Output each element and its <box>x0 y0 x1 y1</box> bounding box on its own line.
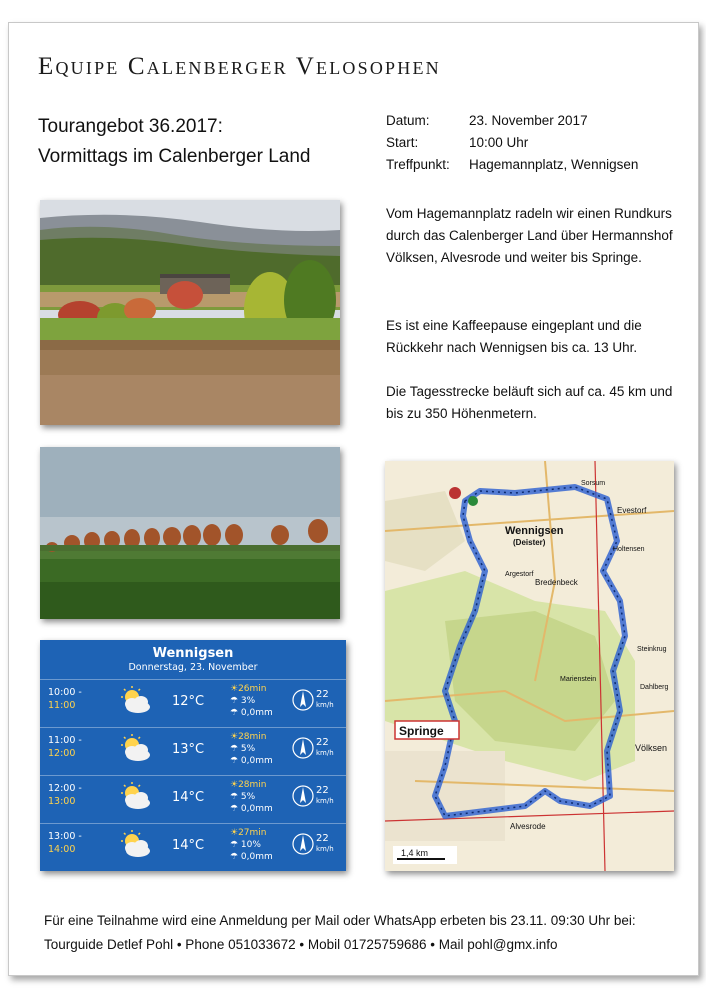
wind-unit: km/h <box>316 701 334 709</box>
weather-details <box>230 731 273 767</box>
wind-direction-icon <box>292 784 314 808</box>
wind-unit: km/h <box>316 749 334 757</box>
time-range <box>48 686 82 712</box>
wind-value: 22 <box>316 785 329 796</box>
temperature: 14°C <box>172 838 205 853</box>
club-title: Equipe Calenberger Velosophen <box>38 53 441 80</box>
weather-city: Wennigsen <box>152 646 234 661</box>
sun-cloud-icon <box>118 734 154 764</box>
wind-direction-icon <box>292 736 314 760</box>
weather-details <box>230 683 273 719</box>
sun-cloud-icon <box>118 686 154 716</box>
sun-duration: ☀27min <box>230 828 267 838</box>
map-label-voelksen: Völksen <box>635 743 668 753</box>
rain-chance: ☂ 5% <box>230 744 256 754</box>
wind-unit: km/h <box>316 845 334 853</box>
time-to: 13:00 <box>48 796 76 807</box>
map-label-alvesrode: Alvesrode <box>510 822 546 831</box>
weather-details <box>230 779 273 815</box>
route-paragraph: Vom Hagemannplatz radeln wir einen Rundkurs durch das Calenberger Land über Hermannshof Völksen, Alvesrode und weiter bis Springe. <box>386 206 673 265</box>
rain-amount: ☂ 0,0mm <box>230 708 273 718</box>
map-label-bredenbeck: Bredenbeck <box>535 578 578 587</box>
weather-forecast-widget <box>40 640 346 871</box>
tour-name: Vormittags im Calenberger Land <box>38 146 311 167</box>
wind-value: 22 <box>316 689 329 700</box>
temperature: 14°C <box>172 790 205 805</box>
map-label-holtensen: Holtensen <box>613 546 645 553</box>
date-value: 23. November 2017 <box>469 113 588 128</box>
rain-amount: ☂ 0,0mm <box>230 852 273 862</box>
wind-value: 22 <box>316 833 329 844</box>
time-range <box>48 734 82 760</box>
map-label-evestorf: Evestorf <box>617 506 647 515</box>
map-label-springe: Springe <box>399 724 444 738</box>
map-label-marienstein: Marienstein <box>560 676 597 683</box>
temperature: 13°C <box>172 742 205 757</box>
autumn-landscape-photo <box>40 200 340 425</box>
map-label-deister: (Deister) <box>513 538 546 547</box>
sun-duration: ☀26min <box>230 684 267 694</box>
sun-duration: ☀28min <box>230 780 267 790</box>
date-row <box>386 110 638 132</box>
sun-duration: ☀28min <box>230 732 267 742</box>
wind-speed <box>316 833 334 855</box>
time-to: 11:00 <box>48 700 76 711</box>
tour-info <box>386 110 638 176</box>
wind-direction-icon <box>292 688 314 712</box>
start-value: 10:00 Uhr <box>469 135 529 150</box>
temperature: 12°C <box>172 694 205 709</box>
time-to: 12:00 <box>48 748 76 759</box>
meet-label: Treffpunkt: <box>386 157 450 172</box>
map-label-sorsum: Sorsum <box>581 480 606 487</box>
weather-date: Donnerstag, 23. November <box>128 662 258 673</box>
footer-contact <box>44 909 636 957</box>
wind-unit: km/h <box>316 797 334 805</box>
time-to: 14:00 <box>48 844 76 855</box>
time-from: 12:00 - <box>48 783 82 794</box>
wind-direction-icon <box>292 832 314 856</box>
map-label-dahlberg: Dahlberg <box>640 684 669 691</box>
weather-row <box>40 727 346 774</box>
time-range <box>48 782 82 808</box>
start-marker-icon <box>449 487 461 499</box>
rain-chance: ☂ 5% <box>230 792 256 802</box>
meet-value: Hagemannplatz, Wennigsen <box>469 157 639 172</box>
distance-paragraph: Die Tagesstrecke beläuft sich auf ca. 45 km und bis zu 350 Höhenmetern. <box>386 384 673 421</box>
rain-chance: ☂ 10% <box>230 840 261 850</box>
map-scale-label: 1,4 km <box>401 848 429 858</box>
tree-line-photo <box>40 447 340 619</box>
weather-row <box>40 775 346 822</box>
map-label-argestorf: Argestorf <box>505 571 534 578</box>
weather-row <box>40 823 346 870</box>
break-paragraph: Es ist eine Kaffeepause eingeplant und die Rückkehr nach Wennigsen bis ca. 13 Uhr. <box>386 318 642 355</box>
wind-speed <box>316 737 334 759</box>
time-range <box>48 830 82 856</box>
start-label: Start: <box>386 135 419 150</box>
rain-amount: ☂ 0,0mm <box>230 756 273 766</box>
rain-amount: ☂ 0,0mm <box>230 804 273 814</box>
route-map <box>385 461 674 871</box>
map-label-wennigsen: Wennigsen <box>505 525 564 537</box>
time-from: 13:00 - <box>48 831 82 842</box>
start-row <box>386 132 638 154</box>
sun-cloud-icon <box>118 830 154 860</box>
map-label-steinkrug: Steinkrug <box>637 646 667 653</box>
date-label: Datum: <box>386 113 430 128</box>
wind-value: 22 <box>316 737 329 748</box>
wind-speed <box>316 689 334 711</box>
wind-speed <box>316 785 334 807</box>
meet-row <box>386 154 638 176</box>
tour-title <box>38 112 310 172</box>
time-from: 11:00 - <box>48 735 82 746</box>
tour-number: Tourangebot 36.2017: <box>38 116 223 137</box>
time-from: 10:00 - <box>48 687 82 698</box>
guide-contact: Tourguide Detlef Pohl • Phone 051033672 • Mobil 01725759686 • Mail pohl@gmx.info <box>44 937 558 952</box>
rain-chance: ☂ 3% <box>230 696 256 706</box>
registration-note: Für eine Teilnahme wird eine Anmeldung per Mail oder WhatsApp erbeten bis 23.11. 09:30 Uhr bei: <box>44 913 636 928</box>
weather-details <box>230 827 273 863</box>
sun-cloud-icon <box>118 782 154 812</box>
weather-row <box>40 679 346 726</box>
